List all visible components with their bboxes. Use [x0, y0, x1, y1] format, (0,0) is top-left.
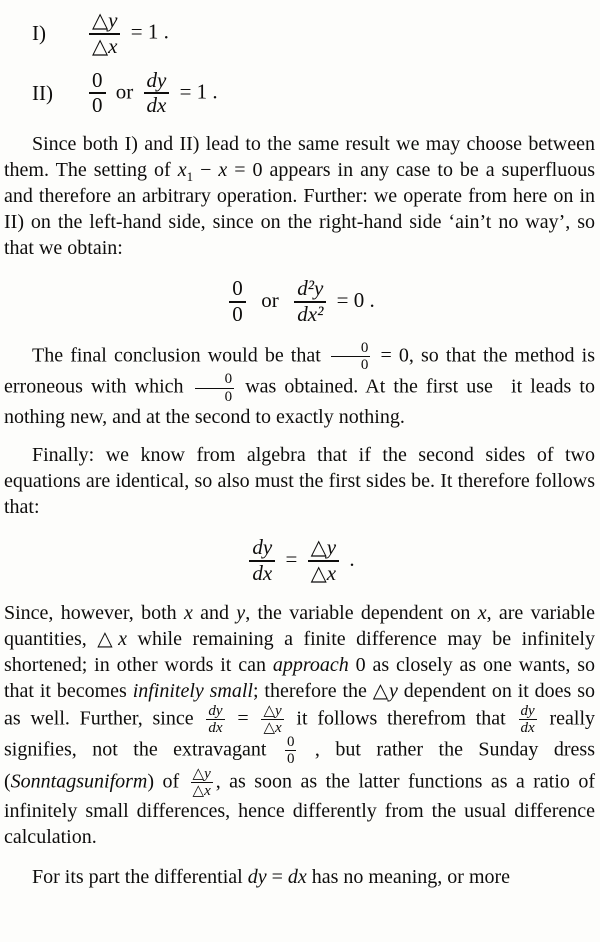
italic-text: y [389, 679, 398, 702]
fraction [229, 278, 246, 326]
fraction-numerator: △y [192, 765, 211, 782]
fraction [191, 767, 213, 799]
text-run: = [280, 546, 303, 571]
subscript: 1 [186, 169, 194, 185]
text-run: and [192, 601, 237, 624]
numbered-equation [4, 10, 595, 58]
fraction-numerator: dy [249, 537, 275, 562]
fraction [206, 704, 224, 736]
text-run: , are variable quantities, △ [4, 601, 595, 650]
text-run: Since, however, both [4, 601, 184, 624]
fraction [285, 735, 297, 767]
text-run: it follows therefrom that [286, 706, 516, 729]
fraction [89, 10, 120, 58]
italic-text: x [118, 627, 128, 650]
equation-math [244, 534, 355, 585]
fraction-denominator: △x [92, 33, 118, 58]
fraction [294, 278, 326, 326]
text-run: = [227, 706, 259, 729]
text-run: has no meaning, or more [306, 866, 511, 889]
text-run: ) of [147, 769, 188, 792]
fraction-denominator: △x [310, 560, 337, 585]
text-run: dependent on it does so as well. Further, since [4, 679, 595, 729]
fraction-denominator: △x [263, 719, 282, 736]
fraction-numerator: 0 [229, 278, 246, 303]
paragraph [4, 131, 595, 261]
italic-text: Sonntagsuniform [10, 769, 148, 792]
fraction-denominator: 0 [360, 357, 369, 374]
fraction [249, 534, 275, 585]
text-run: = 0 appears in any case to be a superfluous and therefore an arbitrary operation. Further: we operate from here on in II) on the left-hand side, since on the right-hand side ‘ain’t no way’, so that we obtain: [4, 159, 595, 260]
fraction [144, 67, 170, 118]
equation-math [84, 10, 169, 58]
text-run: = 1 . [125, 19, 169, 44]
fraction-numerator: 0 [331, 341, 371, 357]
fraction [261, 704, 283, 736]
italic-text: approach [272, 653, 349, 676]
text-run: Since both I) and II) lead to the same result we may choose between them. The setting of [4, 133, 595, 182]
italic-text: x [177, 159, 187, 182]
paragraph [4, 341, 595, 430]
fraction [519, 704, 537, 736]
fraction [195, 372, 235, 404]
fraction-numerator: △y [263, 702, 282, 719]
text-run: . [344, 546, 355, 571]
fraction-numerator: 0 [286, 734, 295, 751]
text-run: = 0 . [331, 287, 375, 312]
text-run: = [266, 866, 288, 889]
fraction-numerator: △y [308, 537, 339, 562]
fraction-denominator: △x [192, 782, 211, 799]
fraction-denominator: 0 [92, 93, 103, 118]
fraction-denominator: 0 [232, 302, 243, 327]
fraction-numerator: dy [208, 702, 223, 719]
fraction [308, 534, 339, 585]
text-run: , the variable dependent on [245, 601, 478, 624]
fraction-denominator: dx [252, 560, 273, 585]
italic-text: infinitely small [132, 679, 253, 702]
fraction-numerator: 0 [89, 70, 106, 95]
italic-text: x [477, 601, 487, 624]
text-run: = 0, so that the method is erroneous with which [4, 344, 595, 398]
text-run: The final conclusion would be that [32, 344, 328, 367]
fraction-denominator: dx [146, 93, 167, 118]
italic-text: x [183, 601, 193, 624]
fraction-numerator: △y [89, 10, 120, 35]
fraction-denominator: dx [208, 719, 223, 736]
text-run: or [250, 287, 290, 312]
fraction-numerator: dy [144, 70, 170, 95]
fraction-numerator: dy [520, 702, 535, 719]
numbered-equation [4, 67, 595, 118]
text-run: , but rather the Sunday dress ( [4, 738, 595, 792]
text-run: = 1 . [174, 79, 218, 104]
text-run: or [110, 79, 139, 104]
fraction-denominator: 0 [224, 388, 233, 405]
italic-text: y [236, 601, 246, 624]
fraction-denominator: dx [520, 719, 535, 736]
page-content [4, 10, 595, 890]
text-run: Finally: we know from algebra that if the second sides of two equations are identical, so also must the first sides be. It therefore follows that: [4, 443, 595, 518]
italic-text: dx [287, 866, 307, 889]
italic-text: dy [247, 866, 267, 889]
fraction-denominator: dx² [297, 302, 324, 327]
paragraph [4, 864, 595, 890]
text-run: − [193, 159, 219, 182]
equation-math [224, 276, 375, 327]
equation-label: I) [32, 21, 46, 46]
equation-label: II) [32, 80, 53, 105]
text-run: really signifies, not the extravagant [4, 706, 596, 761]
fraction [331, 341, 371, 373]
italic-text: x [218, 159, 228, 182]
text-run: ; therefore the △ [253, 679, 390, 702]
fraction-numerator: 0 [195, 372, 235, 388]
text-run: , as soon as the latter functions as a ratio of infinitely small differences, hence differently from the usual difference calculation. [4, 769, 595, 849]
text-run: 0 as closely as one wants, so that it becomes [4, 653, 595, 702]
display-equation [4, 534, 595, 585]
display-equation [4, 278, 595, 326]
equation-math [84, 67, 218, 118]
fraction [89, 67, 106, 118]
fraction-denominator: 0 [286, 751, 295, 768]
paragraph [4, 442, 595, 520]
fraction-numerator: d²y [294, 278, 326, 303]
text-run: For its part the differential [32, 866, 248, 889]
text-run: was obtained. At the first use it leads to nothing new, and at the second to exactly nothing. [4, 375, 595, 428]
text-run: while remaining a finite difference may be infinitely shortened; in other words it can [4, 627, 595, 676]
paragraph [4, 600, 595, 851]
